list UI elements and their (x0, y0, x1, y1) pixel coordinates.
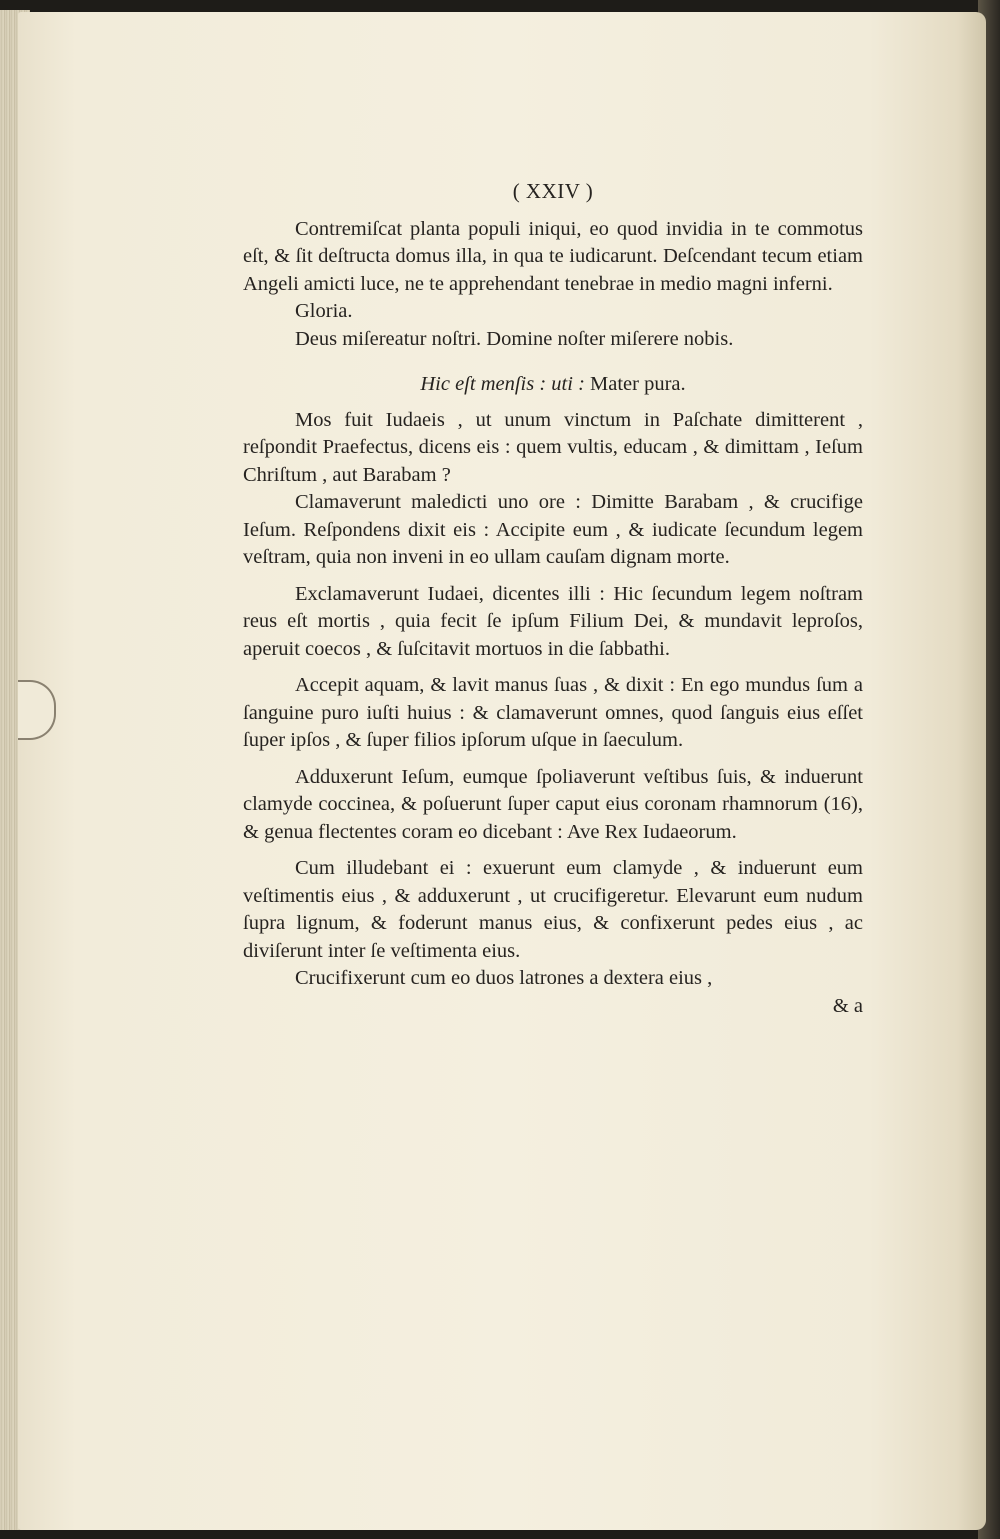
page-text (243, 178, 863, 1020)
paragraph-5: Accepit aquam, & lavit manus ſuas , & dixit : En ego mundus ſum a ſanguine puro iuſti huius : & clamaverunt omnes, quod ſanguis eius eſſet ſuper ipſos , & ſuper filios ipſorum uſque in ſaeculum. (243, 674, 863, 751)
page-tab-marker (18, 680, 56, 740)
rubric-italic: Hic eſt menſis : uti : (420, 373, 585, 395)
paragraph-3: Clamaverunt maledicti uno ore : Dimitte Barabam , & crucifige Ieſum. Reſpondens dixit eis : Accipite eum , & iudicate ſecundum legem veſtram, quia non inveni in eo ullam cauſam dignam morte. (243, 491, 863, 568)
paragraph-4: Exclamaverunt Iudaei, dicentes illi : Hic ſecundum legem noſtram reus eſt mortis , quia fecit ſe ipſum Filium Dei, & mundavit leproſos, aperuit coecos , & ſuſcitavit mortuos in die ſabbathi. (243, 582, 863, 660)
page-header: ( XXIV ) (512, 179, 594, 203)
rubric-upright: Mater pura. (590, 373, 686, 395)
paragraph-1: Contremiſcat planta populi iniqui, eo quod invidia in te commotus eſt, & ſit deſtructa domus illa, in qua te iudicarunt. Deſcendant tecum etiam Angeli amicti luce, ne te apprehendant tenebrae in medio magni inferni. (243, 217, 863, 295)
paragraph-6: Adduxerunt Ieſum, eumque ſpoliaverunt veſtibus ſuis, & induerunt clamyde coccinea, & poſuerunt ſuper caput eius coronam rhamnorum (16), & genua flectentes coram eo dicebant : Ave Rex Iudaeorum. (243, 765, 863, 843)
paragraph-8: Crucifixerunt cum eo duos latrones a dextera eius , (295, 967, 713, 989)
paragraph-2: Mos fuit Iudaeis , ut unum vinctum in Paſchate dimitterent , reſpondit Praefectus, dicens eis : quem vultis, educam , & dimittam , Ieſum Chriſtum , aut Barabam ? (243, 408, 863, 486)
deus-line: Deus miſereatur noſtri. Domine noſter miſerere nobis. (295, 327, 734, 350)
rubric-line (243, 371, 863, 399)
paragraph-7: Cum illudebant ei : exuerunt eum clamyde , & induerunt eum veſtimentis eius , & adduxerunt , ut crucifigeretur. Elevarunt eum nudum ſupra lignum, & foderunt manus eius, & confixerunt pedes eius , ac diviſerunt inter ſe veſtimenta eius. (243, 857, 863, 962)
gloria-line: Gloria. (295, 300, 353, 322)
catchword: & a (832, 994, 863, 1017)
